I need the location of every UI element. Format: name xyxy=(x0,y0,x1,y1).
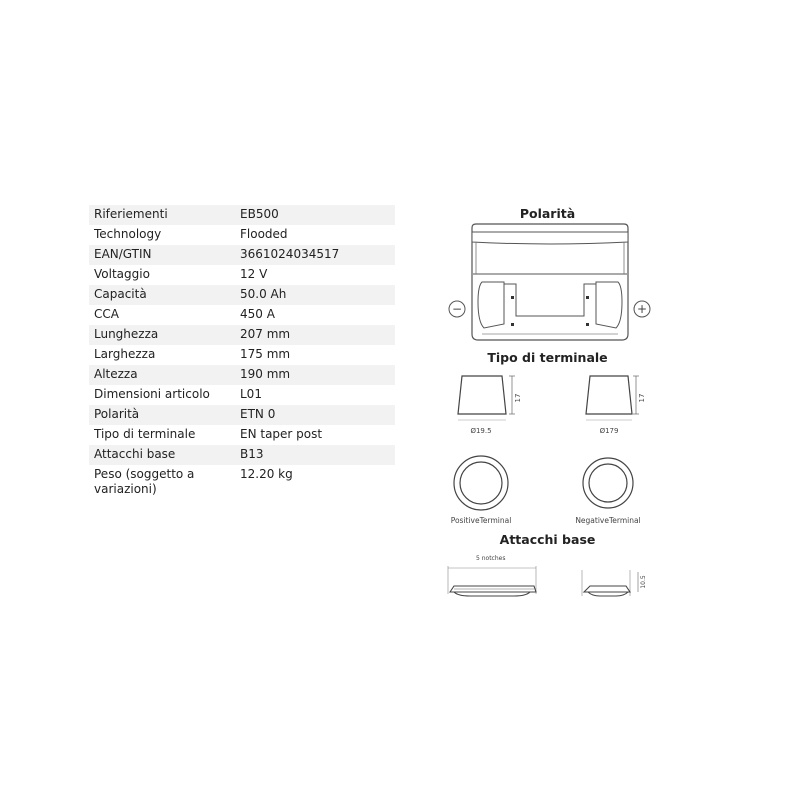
spec-value: 50.0 Ah xyxy=(235,285,395,305)
spec-value: 12.20 kg xyxy=(235,465,395,500)
spec-key: Capacità xyxy=(89,285,235,305)
positive-terminal-top-inner xyxy=(460,462,502,504)
spec-key: CCA xyxy=(89,305,235,325)
spec-table-body xyxy=(89,205,395,500)
spec-row xyxy=(89,305,395,325)
spec-value: 207 mm xyxy=(235,325,395,345)
spec-row xyxy=(89,325,395,345)
negative-terminal-side xyxy=(586,376,632,414)
spec-key: Lunghezza xyxy=(89,325,235,345)
polarity-diagram xyxy=(440,222,660,352)
base-title: Attacchi base xyxy=(499,532,596,547)
terminal-height-right: 17 xyxy=(638,393,646,403)
spec-value: 3661024034517 xyxy=(235,245,395,265)
spec-row xyxy=(89,465,395,500)
spec-row xyxy=(89,425,395,445)
positive-terminal-side xyxy=(458,376,506,414)
spec-row xyxy=(89,385,395,405)
spec-key: Riferiementi xyxy=(89,205,235,225)
terminal-diagram xyxy=(440,366,660,536)
spec-key: Larghezza xyxy=(89,345,235,365)
spec-value: 450 A xyxy=(235,305,395,325)
spec-row xyxy=(89,265,395,285)
polarity-title: Polarità xyxy=(519,206,576,221)
spec-key: Dimensioni articolo xyxy=(89,385,235,405)
spec-value: B13 xyxy=(235,445,395,465)
spec-row xyxy=(89,285,395,305)
spec-key: Technology xyxy=(89,225,235,245)
positive-terminal-label: PositiveTerminal xyxy=(450,516,512,525)
spec-row xyxy=(89,205,395,225)
notches-label: 5 notches xyxy=(476,555,506,562)
spec-value: ETN 0 xyxy=(235,405,395,425)
spec-value: Flooded xyxy=(235,225,395,245)
spec-row xyxy=(89,365,395,385)
spec-value: 175 mm xyxy=(235,345,395,365)
spec-value: 190 mm xyxy=(235,365,395,385)
spec-value: EN taper post xyxy=(235,425,395,445)
spec-key: Attacchi base xyxy=(89,445,235,465)
negative-terminal-label: NegativeTerminal xyxy=(575,516,641,525)
terminal-height-left: 17 xyxy=(514,393,522,403)
right-terminal-recess xyxy=(596,282,622,328)
spec-row xyxy=(89,445,395,465)
left-terminal-recess xyxy=(478,282,504,328)
negative-terminal-top-inner xyxy=(589,464,627,502)
base-right-profile xyxy=(584,586,630,592)
spec-key: Altezza xyxy=(89,365,235,385)
terminal-title: Tipo di terminale xyxy=(487,350,608,365)
terminal-diameter-left: Ø19.5 xyxy=(470,427,492,435)
plus-sign: + xyxy=(636,302,648,316)
spec-value: 12 V xyxy=(235,265,395,285)
base-diagram xyxy=(440,548,660,608)
spec-value: L01 xyxy=(235,385,395,405)
minus-sign: − xyxy=(451,302,463,316)
spec-key: Tipo di terminale xyxy=(89,425,235,445)
spec-row xyxy=(89,225,395,245)
spec-table xyxy=(89,205,395,500)
spec-row xyxy=(89,245,395,265)
spec-key: Polarità xyxy=(89,405,235,425)
spec-row xyxy=(89,405,395,425)
spec-key: EAN/GTIN xyxy=(89,245,235,265)
spec-row xyxy=(89,345,395,365)
spec-key: Voltaggio xyxy=(89,265,235,285)
base-height-label: 10.5 xyxy=(640,575,647,589)
battery-lid xyxy=(472,232,628,244)
spec-key: Peso (soggetto a variazioni) xyxy=(89,465,235,500)
terminal-diameter-right: Ø179 xyxy=(599,427,619,435)
spec-value: EB500 xyxy=(235,205,395,225)
